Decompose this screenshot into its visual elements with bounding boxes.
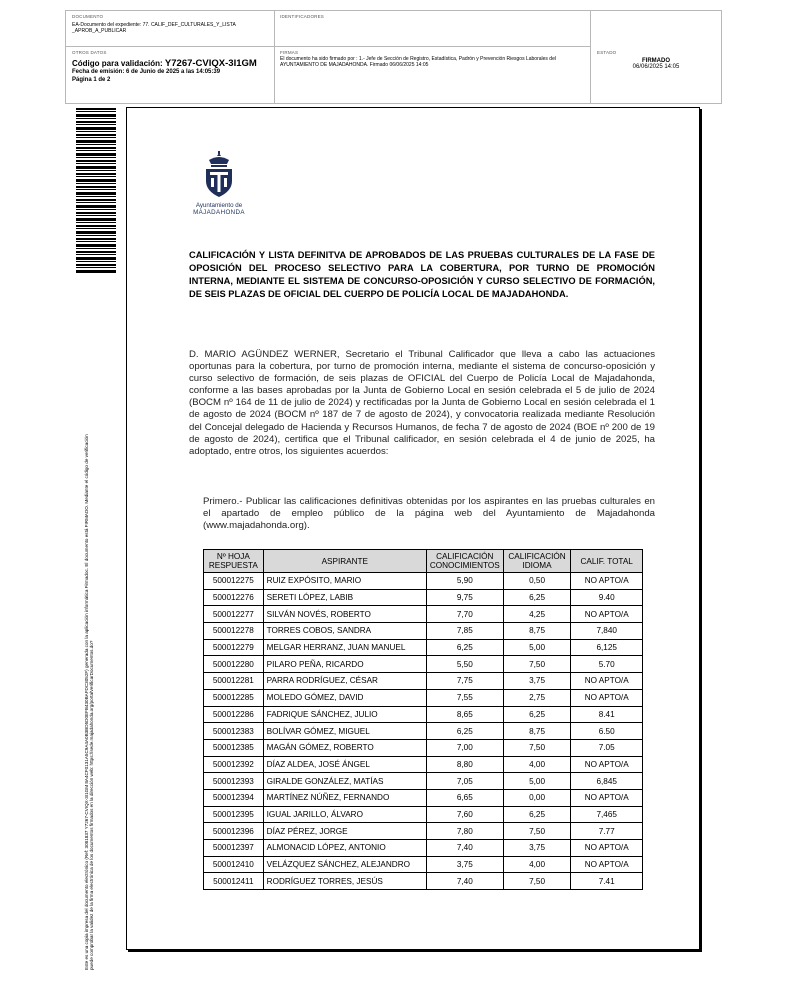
knowledge-score-cell: 3,75 [426, 856, 503, 873]
primero-paragraph [203, 496, 655, 532]
table-row [204, 656, 643, 673]
candidate-name-cell: VELÁZQUEZ SÁNCHEZ, ALEJANDRO [263, 856, 426, 873]
validation-code-prefix: Código para validación: [72, 59, 163, 68]
knowledge-score-cell: 7,40 [426, 873, 503, 890]
document-title: CALIFICACIÓN Y LISTA DEFINITVA DE APROBADOS DE LAS PRUEBAS CULTURALES DE LA FASE DE OPOSICIÓN DEL PROCESO SELECTIVO PARA LA COBERTURA, POR TURNO DE PROMOCIÓN INTERNA, MEDIANTE EL SISTEMA DE CONCURSO-OPOSICIÓN Y CURSO SELECTIVO DE FORMACIÓN, DE SEIS PLAZAS DE OFICIAL DEL CUERPO DE POLICÍA LOCAL DE MAJADAHONDA. [189, 250, 655, 299]
documento-label: DOCUMENTO [72, 14, 104, 19]
language-score-cell: 7,50 [503, 873, 571, 890]
table-row [204, 773, 643, 790]
coat-of-arms-icon [200, 151, 238, 199]
total-score-cell: 6,845 [571, 773, 643, 790]
sheet-number-cell: 500012410 [204, 856, 264, 873]
language-score-cell: 0,50 [503, 573, 571, 590]
candidate-name-cell: MELGAR HERRANZ, JUAN MANUEL [263, 639, 426, 656]
logo-line-2: MAJADAHONDA [193, 209, 245, 216]
header-cell: ASPIRANTE [263, 550, 426, 573]
header-cell: CALIFICACIÓN CONOCIMIENTOS [426, 550, 503, 573]
total-score-cell: 6.50 [571, 723, 643, 740]
language-score-cell: 5,00 [503, 773, 571, 790]
sheet-number-cell: 500012394 [204, 789, 264, 806]
total-score-cell: NO APTO/A [571, 756, 643, 773]
language-score-cell: 8,75 [503, 723, 571, 740]
total-score-cell: NO APTO/A [571, 689, 643, 706]
otros-datos-cell [66, 47, 274, 87]
language-score-cell: 7,50 [503, 739, 571, 756]
language-score-cell: 3,75 [503, 673, 571, 690]
grades-table [203, 549, 643, 890]
knowledge-score-cell: 6,65 [426, 789, 503, 806]
knowledge-score-cell: 7,60 [426, 806, 503, 823]
candidate-name-cell: ALMONACID LÓPEZ, ANTONIO [263, 840, 426, 857]
documento-cell [66, 11, 274, 37]
sheet-number-cell: 500012276 [204, 589, 264, 606]
sheet-number-cell: 500012277 [204, 606, 264, 623]
total-score-cell: 5.70 [571, 656, 643, 673]
total-score-cell: NO APTO/A [571, 673, 643, 690]
language-score-cell: 2,75 [503, 689, 571, 706]
table-row [204, 723, 643, 740]
sheet-number-cell: 500012385 [204, 739, 264, 756]
side-text-line-1: Este es una copia impresa del documento electrónico (Ref: 3081837 Y7267-CVIQX-3I1GM 8A4CF0131A5C9A4A0B3BD5D0EFB430BAFDC3052F) generada con la aplicación informática Firmadoc. El documento está FIRMADO. Mediante el código de verificación [84, 434, 89, 970]
header-cell: CALIFICACIÓN IDIOMA [503, 550, 571, 573]
table-row [204, 706, 643, 723]
sheet-number-cell: 500012383 [204, 723, 264, 740]
language-score-cell: 6,25 [503, 706, 571, 723]
knowledge-score-cell: 9,75 [426, 589, 503, 606]
total-score-cell: 7,465 [571, 806, 643, 823]
otros-datos-label: OTROS DATOS [72, 50, 107, 55]
knowledge-score-cell: 6,25 [426, 723, 503, 740]
sheet-number-cell: 500012278 [204, 623, 264, 640]
table-row [204, 623, 643, 640]
body-paragraph: D. MARIO AGÜNDEZ WERNER, Secretario el Tribunal Calificador que lleva a cabo las actuaciones oportunas para la cobertura, por turno de promoción interna, mediante el sistema de concurso-oposición y curso selectivo de formación, de seis plazas de OFICIAL del Cuerpo de Policía Local de Majadahonda, conforme a las bases aprobadas por la Junta de Gobierno Local en sesión celebrada el 5 de julio de 2024 (BOCM nº 164 de 11 de julio de 2024) y rectificadas por la Junta de Gobierno Local en sesión celebrada el 1 de agosto de 2024 (BOCM nº 187 de 7 de agosto de 2024), y convocatoria realizada mediante Resolución del Concejal delegado de Hacienda y Recursos Humanos, de fecha 7 de agosto de 2024 (BOE nº 200 de 19 de agosto de 2024), certifica que el Tribunal calificador, en sesión celebrada el 4 de junio de 2025, ha adoptado, entre otros, los siguientes acuerdos: [189, 349, 655, 457]
total-score-cell: NO APTO/A [571, 840, 643, 857]
candidate-name-cell: DÍAZ PÉREZ, JORGE [263, 823, 426, 840]
sheet-number-cell: 500012411 [204, 873, 264, 890]
total-score-cell: 9.40 [571, 589, 643, 606]
validation-code-value: Y7267-CVIQX-3I1GM [164, 58, 257, 69]
total-score-cell: NO APTO/A [571, 573, 643, 590]
firmas-label: FIRMAS [280, 50, 299, 55]
header-cell: CALIF. TOTAL [571, 550, 643, 573]
candidate-name-cell: FADRIQUE SÁNCHEZ, JULIO [263, 706, 426, 723]
verification-side-text [84, 270, 95, 970]
document-page [126, 107, 700, 950]
table-header-row [204, 550, 643, 573]
sheet-number-cell: 500012396 [204, 823, 264, 840]
sheet-number-cell: 500012397 [204, 840, 264, 857]
side-text-line-2: puede comprobar la validez de la firma electrónica de los documentos firmados en la dirección web: https://sede.majadahonda.org/portalVerificarDocumentos.do? [89, 640, 95, 970]
knowledge-score-cell: 8,65 [426, 706, 503, 723]
candidate-name-cell: IGUAL JARILLO, ÁLVARO [263, 806, 426, 823]
table-row [204, 840, 643, 857]
ayuntamiento-logo [184, 151, 254, 216]
grades-table-body [204, 573, 643, 890]
firmas-text: El documento ha sido firmado por : 1.- Jefe de Sección de Registro, Estadística, Padrón y Prevención Riesgos Laborales del AYUNTAMIENTO DE MAJADAHONDA. Firmado 06/06/2025 14:05 [280, 56, 556, 68]
candidate-name-cell: SERETI LÓPEZ, LABIB [263, 589, 426, 606]
candidate-name-cell: MOLEDO GÓMEZ, DAVID [263, 689, 426, 706]
table-row [204, 689, 643, 706]
knowledge-score-cell: 7,05 [426, 773, 503, 790]
sheet-number-cell: 500012280 [204, 656, 264, 673]
primero-text: .- Publicar las calificaciones definitivas obtenidas por los aspirantes en las pruebas culturales en el apartado de empleo público de la página web del Ayuntamiento de Majadahonda (www.majadahonda.org). [203, 496, 655, 532]
sheet-number-cell: 500012285 [204, 689, 264, 706]
table-row [204, 573, 643, 590]
candidate-name-cell: RUIZ EXPÓSITO, MARIO [263, 573, 426, 590]
knowledge-score-cell: 7,55 [426, 689, 503, 706]
language-score-cell: 6,25 [503, 589, 571, 606]
candidate-name-cell: PILARO PEÑA, RICARDO [263, 656, 426, 673]
total-score-cell: 7.77 [571, 823, 643, 840]
total-score-cell: 6,125 [571, 639, 643, 656]
firmas-cell [274, 47, 590, 71]
language-score-cell: 4,00 [503, 756, 571, 773]
candidate-name-cell: DÍAZ ALDEA, JOSÉ ÁNGEL [263, 756, 426, 773]
candidate-name-cell: MAGÁN GÓMEZ, ROBERTO [263, 739, 426, 756]
sheet-number-cell: 500012279 [204, 639, 264, 656]
header-cell: Nº HOJA RESPUESTA [204, 550, 264, 573]
knowledge-score-cell: 8,80 [426, 756, 503, 773]
sheet-number-cell: 500012275 [204, 573, 264, 590]
knowledge-score-cell: 7,70 [426, 606, 503, 623]
knowledge-score-cell: 7,80 [426, 823, 503, 840]
total-score-cell: 7,840 [571, 623, 643, 640]
table-row [204, 873, 643, 890]
total-score-cell: NO APTO/A [571, 606, 643, 623]
language-score-cell: 4,25 [503, 606, 571, 623]
language-score-cell: 7,50 [503, 823, 571, 840]
barcode-image [76, 108, 116, 274]
estado-value: FIRMADO [642, 58, 670, 64]
sheet-number-cell: 500012281 [204, 673, 264, 690]
validation-code [72, 58, 268, 69]
language-score-cell: 8,75 [503, 623, 571, 640]
candidate-name-cell: PARRA RODRÍGUEZ, CÉSAR [263, 673, 426, 690]
total-score-cell: NO APTO/A [571, 789, 643, 806]
candidate-name-cell: SILVÁN NOVÉS, ROBERTO [263, 606, 426, 623]
language-score-cell: 7,50 [503, 656, 571, 673]
sheet-number-cell: 500012392 [204, 756, 264, 773]
identificadores-cell [274, 11, 590, 22]
table-row [204, 756, 643, 773]
total-score-cell: 7.05 [571, 739, 643, 756]
sheet-number-cell: 500012393 [204, 773, 264, 790]
knowledge-score-cell: 5,50 [426, 656, 503, 673]
logo-line-1: Ayuntamiento de [195, 202, 243, 209]
language-score-cell: 3,75 [503, 840, 571, 857]
knowledge-score-cell: 6,25 [426, 639, 503, 656]
sheet-number-cell: 500012286 [204, 706, 264, 723]
candidate-name-cell: GIRALDE GONZÁLEZ, MATÍAS [263, 773, 426, 790]
table-row [204, 639, 643, 656]
primero-label: Primero [203, 496, 237, 507]
total-score-cell: 7.41 [571, 873, 643, 890]
candidate-name-cell: RODRÍGUEZ TORRES, JESÚS [263, 873, 426, 890]
emission-date: Fecha de emisión: 6 de Junio de 2025 a las 14:05:39 [72, 69, 221, 75]
knowledge-score-cell: 7,75 [426, 673, 503, 690]
estado-label: ESTADO [597, 50, 617, 55]
total-score-cell: NO APTO/A [571, 856, 643, 873]
identificadores-label: IDENTIFICADORES [280, 14, 325, 19]
documento-text: EA-Documento del expediente: 77. CALIF_DEF_CULTURALES_Y_LISTA _APROB_A_PUBLICAR [72, 22, 236, 34]
estado-date: 06/06/2025 14:05 [632, 64, 680, 70]
language-score-cell: 6,25 [503, 806, 571, 823]
table-row [204, 789, 643, 806]
page-count: Página 1 de 2 [72, 76, 111, 83]
table-row [204, 589, 643, 606]
candidate-name-cell: BOLÍVAR GÓMEZ, MIGUEL [263, 723, 426, 740]
table-row [204, 673, 643, 690]
table-row [204, 739, 643, 756]
language-score-cell: 5,00 [503, 639, 571, 656]
table-row [204, 823, 643, 840]
table-row [204, 606, 643, 623]
table-row [204, 806, 643, 823]
estado-cell [591, 47, 721, 73]
language-score-cell: 4,00 [503, 856, 571, 873]
document-header [65, 10, 722, 104]
knowledge-score-cell: 7,00 [426, 739, 503, 756]
language-score-cell: 0,00 [503, 789, 571, 806]
knowledge-score-cell: 7,85 [426, 623, 503, 640]
total-score-cell: 8.41 [571, 706, 643, 723]
table-row [204, 856, 643, 873]
sheet-number-cell: 500012395 [204, 806, 264, 823]
candidate-name-cell: MARTÍNEZ NÚÑEZ, FERNANDO [263, 789, 426, 806]
knowledge-score-cell: 7,40 [426, 840, 503, 857]
knowledge-score-cell: 5,90 [426, 573, 503, 590]
candidate-name-cell: TORRES COBOS, SANDRA [263, 623, 426, 640]
